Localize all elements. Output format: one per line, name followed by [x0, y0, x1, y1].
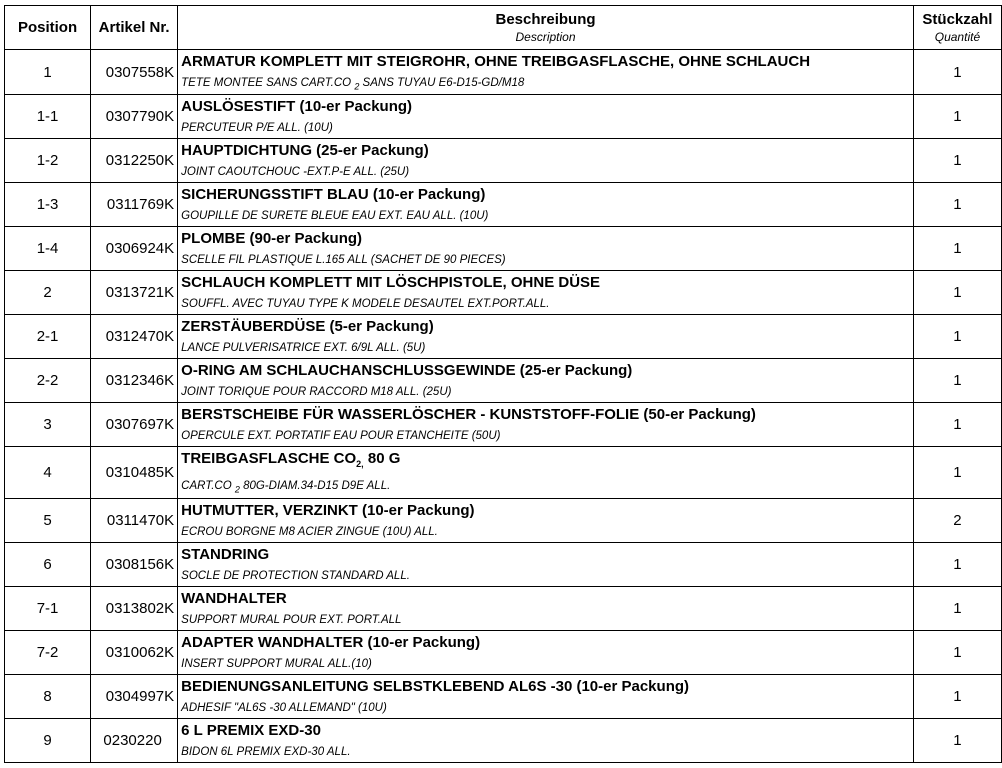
- french-description: SOCLE DE PROTECTION STANDARD ALL.: [181, 569, 410, 582]
- article-number-cell: 0230220: [91, 718, 178, 762]
- german-description: ADAPTER WANDHALTER (10-er Packung): [181, 633, 481, 651]
- quantity-cell: 1: [913, 674, 1001, 718]
- position-cell: 7-1: [5, 586, 91, 630]
- french-description: JOINT CAOUTCHOUC -EXT.P-E ALL. (25U): [181, 166, 410, 179]
- german-description: O-RING AM SCHLAUCHANSCHLUSSGEWINDE (25-er Packung): [181, 362, 633, 380]
- description-cell: [178, 315, 914, 359]
- article-number-cell: 0308156K: [91, 542, 178, 586]
- german-description: HAUPTDICHTUNG (25-er Packung): [181, 142, 429, 160]
- description-cell: [178, 50, 914, 95]
- position-cell: 1: [5, 50, 91, 95]
- position-cell: 6: [5, 542, 91, 586]
- french-description-part: 80G-DIAM.34-D15 D9E ALL.: [239, 480, 391, 493]
- position-cell: 2-1: [5, 315, 91, 359]
- quantity-cell: 1: [913, 139, 1001, 183]
- header-stueckzahl: [913, 6, 1001, 50]
- french-description: JOINT TORIQUE POUR RACCORD M18 ALL. (25U): [181, 386, 452, 399]
- position-cell: 3: [5, 403, 91, 447]
- description-cell: [178, 139, 914, 183]
- german-description: PLOMBE (90-er Packung): [181, 230, 363, 248]
- german-description: 6 L PREMIX EXD-30: [181, 721, 321, 739]
- german-description-part: TREIBGASFLASCHE CO: [181, 450, 357, 468]
- table-row: [5, 95, 1002, 139]
- german-description: ARMATUR KOMPLETT MIT STEIGROHR, OHNE TREIBGASFLASCHE, OHNE SCHLAUCH: [181, 53, 811, 70]
- position-cell: 4: [5, 447, 91, 498]
- position-cell: 5: [5, 498, 91, 542]
- article-number-cell: 0311769K: [91, 183, 178, 227]
- german-description-part: 80 G: [363, 450, 401, 468]
- description-cell: [178, 447, 914, 498]
- position-cell: 1-2: [5, 139, 91, 183]
- quantity-cell: 1: [913, 630, 1001, 674]
- description-cell: [178, 359, 914, 403]
- position-cell: 9: [5, 718, 91, 762]
- position-cell: 8: [5, 674, 91, 718]
- description-cell: [178, 542, 914, 586]
- table-row: [5, 359, 1002, 403]
- subscript: 2: [354, 81, 360, 92]
- german-description: STANDRING: [181, 545, 270, 563]
- quantity-cell: 1: [913, 227, 1001, 271]
- table-row: [5, 403, 1002, 447]
- header-quantite-label: Quantité: [934, 30, 981, 44]
- table-row: [5, 447, 1002, 498]
- french-description: OPERCULE EXT. PORTATIF EAU POUR ETANCHEITE (50U): [181, 430, 501, 443]
- description-cell: [178, 183, 914, 227]
- description-cell: [178, 718, 914, 762]
- position-cell: 1-1: [5, 95, 91, 139]
- french-description: [181, 478, 913, 497]
- quantity-cell: 1: [913, 447, 1001, 498]
- description-cell: [178, 271, 914, 315]
- table-row: [5, 674, 1002, 718]
- quantity-cell: 1: [913, 50, 1001, 95]
- german-description: ZERSTÄUBERDÜSE (5-er Packung): [181, 318, 434, 336]
- description-cell: [178, 403, 914, 447]
- french-description: ADHESIF "AL6S -30 ALLEMAND" (10U): [181, 701, 387, 714]
- german-description: [181, 449, 913, 474]
- quantity-cell: 1: [913, 403, 1001, 447]
- quantity-cell: 1: [913, 542, 1001, 586]
- article-number-cell: 0310062K: [91, 630, 178, 674]
- position-cell: 7-2: [5, 630, 91, 674]
- french-description: BIDON 6L PREMIX EXD-30 ALL.: [181, 745, 351, 758]
- description-cell: [178, 227, 914, 271]
- position-cell: 1-4: [5, 227, 91, 271]
- table-row: [5, 630, 1002, 674]
- quantity-cell: 1: [913, 95, 1001, 139]
- table-row: [5, 227, 1002, 271]
- french-description: PERCUTEUR P/E ALL. (10U): [181, 122, 333, 135]
- table-row: [5, 718, 1002, 762]
- article-number-cell: 0312470K: [91, 315, 178, 359]
- table-row: [5, 183, 1002, 227]
- german-description: HUTMUTTER, VERZINKT (10-er Packung): [181, 501, 475, 519]
- description-cell: [178, 95, 914, 139]
- quantity-cell: 1: [913, 359, 1001, 403]
- french-description: SUPPORT MURAL POUR EXT. PORT.ALL: [181, 613, 402, 626]
- quantity-cell: 2: [913, 498, 1001, 542]
- article-number-cell: 0312346K: [91, 359, 178, 403]
- german-description: AUSLÖSESTIFT (10-er Packung): [181, 98, 413, 116]
- german-description: BERSTSCHEIBE FÜR WASSERLÖSCHER - KUNSTSTOFF-FOLIE (50-er Packung): [181, 406, 756, 424]
- french-description: INSERT SUPPORT MURAL ALL.(10): [181, 657, 372, 670]
- german-description: SICHERUNGSSTIFT BLAU (10-er Packung): [181, 186, 486, 204]
- table-row: [5, 315, 1002, 359]
- article-number-cell: 0306924K: [91, 227, 178, 271]
- article-number-cell: 0307790K: [91, 95, 178, 139]
- table-row: [5, 498, 1002, 542]
- article-number-cell: 0310485K: [91, 447, 178, 498]
- position-cell: 2-2: [5, 359, 91, 403]
- french-description-part: SANS TUYAU E6-D15-GD/M18: [359, 77, 525, 89]
- header-artikel: Artikel Nr.: [91, 6, 178, 50]
- table-row: [5, 271, 1002, 315]
- quantity-cell: 1: [913, 586, 1001, 630]
- quantity-cell: 1: [913, 718, 1001, 762]
- article-number-cell: 0307697K: [91, 403, 178, 447]
- german-description: SCHLAUCH KOMPLETT MIT LÖSCHPISTOLE, OHNE DÜSE: [181, 274, 601, 292]
- subscript: 2: [234, 484, 240, 495]
- header-description-label: Description: [515, 30, 576, 44]
- position-cell: 2: [5, 271, 91, 315]
- article-number-cell: 0311470K: [91, 498, 178, 542]
- description-cell: [178, 674, 914, 718]
- description-cell: [178, 630, 914, 674]
- subscript: 2,: [356, 459, 364, 470]
- description-cell: [178, 498, 914, 542]
- description-cell: [178, 586, 914, 630]
- french-description: SCELLE FIL PLASTIQUE L.165 ALL (SACHET DE 90 PIECES): [181, 254, 506, 267]
- french-description: GOUPILLE DE SURETE BLEUE EAU EXT. EAU ALL. (10U): [181, 210, 489, 223]
- position-cell: 1-3: [5, 183, 91, 227]
- table-row: [5, 586, 1002, 630]
- table-row: [5, 50, 1002, 95]
- french-description-part: TETE MONTEE SANS CART.CO: [181, 77, 352, 89]
- table-row: [5, 542, 1002, 586]
- french-description-part: CART.CO: [181, 480, 232, 493]
- table-row: [5, 139, 1002, 183]
- french-description: ECROU BORGNE M8 ACIER ZINGUE (10U) ALL.: [181, 525, 438, 538]
- french-description: LANCE PULVERISATRICE EXT. 6/9L ALL. (5U): [181, 342, 426, 355]
- header-row: [5, 6, 1002, 50]
- french-description: SOUFFL. AVEC TUYAU TYPE K MODELE DESAUTEL EXT.PORT.ALL.: [181, 298, 550, 311]
- german-description: BEDIENUNGSANLEITUNG SELBSTKLEBEND AL6S -30 (10-er Packung): [181, 677, 690, 695]
- article-number-cell: 0307558K: [91, 50, 178, 95]
- article-number-cell: 0304997K: [91, 674, 178, 718]
- header-beschreibung: [178, 6, 914, 50]
- header-stueckzahl-label: Stückzahl: [922, 11, 993, 28]
- parts-table: [4, 5, 1002, 763]
- quantity-cell: 1: [913, 315, 1001, 359]
- german-description: WANDHALTER: [181, 589, 287, 607]
- quantity-cell: 1: [913, 183, 1001, 227]
- article-number-cell: 0313721K: [91, 271, 178, 315]
- french-description: [181, 75, 913, 94]
- article-number-cell: 0312250K: [91, 139, 178, 183]
- header-position: Position: [5, 6, 91, 50]
- article-number-cell: 0313802K: [91, 586, 178, 630]
- quantity-cell: 1: [913, 271, 1001, 315]
- header-beschreibung-label: Beschreibung: [495, 11, 596, 28]
